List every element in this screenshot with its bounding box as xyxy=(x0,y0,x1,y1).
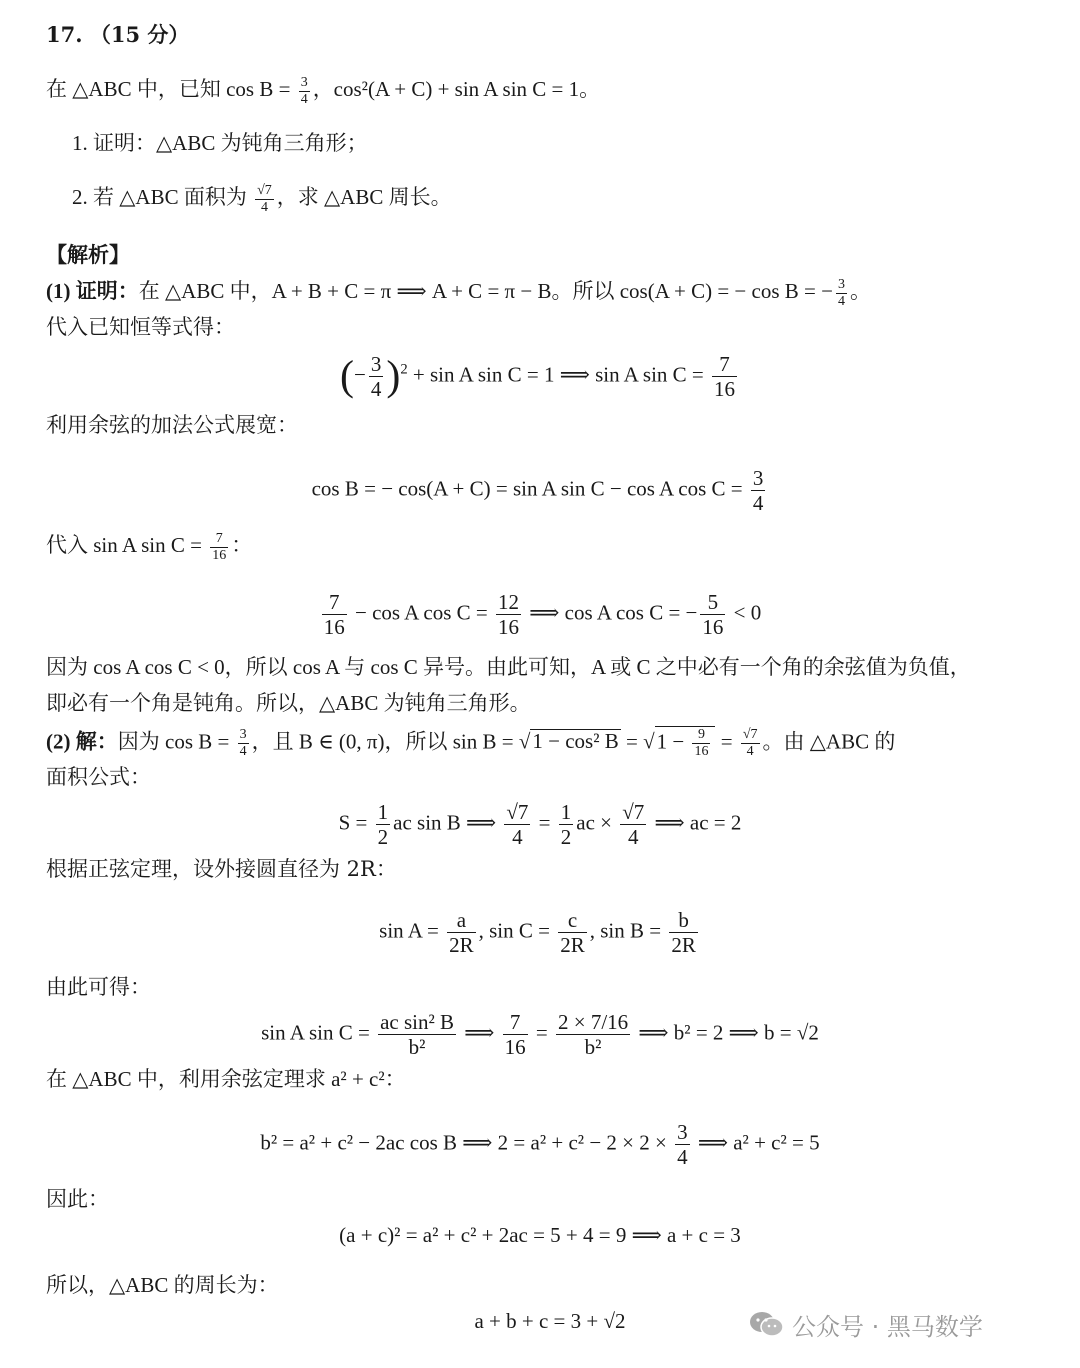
equation-9: a + b + c = 3 + √2 xyxy=(474,1309,626,1333)
perimeter-text: 所以，△ABC 的周长为： xyxy=(46,1273,279,1297)
question-1: 1. 证明：△ABC 为钝角三角形； xyxy=(72,131,368,155)
equation-7: b² = a² + c² − 2ac cos B ⟹ 2 = a² + c² − 2 × 2 × $\frac{3}{4}$ ⟹ a² + c² = 5 xyxy=(260,1120,820,1170)
conclusion-line-1: 因为 cos A cos C < 0，所以 cos A 与 cos C 异号。由此可知，A 或 C 之中必有一个角的余弦值为负值， xyxy=(46,655,971,679)
watermark-text: 公众号 · 黑马数学 xyxy=(792,1312,983,1341)
therefore-text: 因此： xyxy=(46,1187,109,1211)
expand-text: 利用余弦的加法公式展宽： xyxy=(46,413,298,437)
hence-text: 由此可得： xyxy=(46,975,151,999)
part1-proof-line: (1) 证明：在 △ABC 中，A + B + C = π ⟹ A + C = π − B。所以 cos(A + C) = − cos B = − $\frac{3}{4}$ 。 xyxy=(46,276,871,309)
solution-header: 【解析】 xyxy=(46,242,130,267)
equation-5: sin A = $\frac{a}{2R}$ , sin C = $\frac{c}{2R}$ , sin B = $\frac{b}{2R}$ xyxy=(379,908,696,958)
equation-4: S = $\frac{1}{2}$ ac sin B ⟹ $\frac{√7}{4}$ = $\frac{1}{2}$ ac × $\frac{√7}{4}$ ⟹ ac = 2 xyxy=(338,800,742,850)
equation-6: sin A sin C = $\frac{\text{ac sin² B}}{\text{b²}}$ ⟹ $\frac{7}{16}$ = $\frac{2 \times 7/16}{\text{b²}}$ ⟹ b² = 2 ⟹ b = √2 xyxy=(261,1010,819,1060)
cosine-law-text: 在 △ABC 中，利用余弦定理求 a² + c²： xyxy=(46,1067,406,1091)
substitute-identity-text: 代入已知恒等式得： xyxy=(46,315,235,339)
equation-1: (− $\frac{3}{4}$ )$^2$ + sin A sin C = 1 ⟹ sin A sin C = $\frac{7}{16}$ xyxy=(339,352,736,402)
watermark xyxy=(748,1304,983,1344)
substitute-2-text: 代入 sin A sin C = $\frac{7}{16}$ ： xyxy=(46,530,253,563)
area-formula-text: 面积公式： xyxy=(46,765,151,789)
problem-given: 在 △ABC 中，已知 cos B = $\frac{3}{4}$ ，cos²(A + C) + sin A sin C = 1。 xyxy=(46,74,601,107)
equation-3: $\frac{7}{16}$ − cos A cos C = $\frac{12}{16}$ ⟹ cos A cos C = − $\frac{5}{16}$ < 0 xyxy=(323,590,762,640)
wechat-icon xyxy=(748,1310,784,1338)
problem-number: 17. （15 分） xyxy=(46,22,190,47)
equation-8: (a + c)² = a² + c² + 2ac = 5 + 4 = 9 ⟹ a + c = 3 xyxy=(339,1223,741,1247)
part2-line: (2) 解：因为 cos B = $\frac{3}{4}$ ，且 B ∈ (0, π)，所以 sin B = √1 − cos² B = √1 − $\frac{9}{16}$ = $\frac{√7}{4}$ 。由 △ABC 的 xyxy=(46,727,896,760)
equation-2: cos B = − cos(A + C) = sin A sin C − cos A cos C = $\frac{3}{4}$ xyxy=(311,466,764,516)
sine-law-text: 根据正弦定理，设外接圆直径为 2R： xyxy=(46,857,397,881)
conclusion-line-2: 即必有一个角是钝角。所以，△ABC 为钝角三角形。 xyxy=(46,691,531,715)
question-2: 2. 若 △ABC 面积为 $\frac{√7}{4}$ ，求 △ABC 周长。 xyxy=(72,182,452,215)
